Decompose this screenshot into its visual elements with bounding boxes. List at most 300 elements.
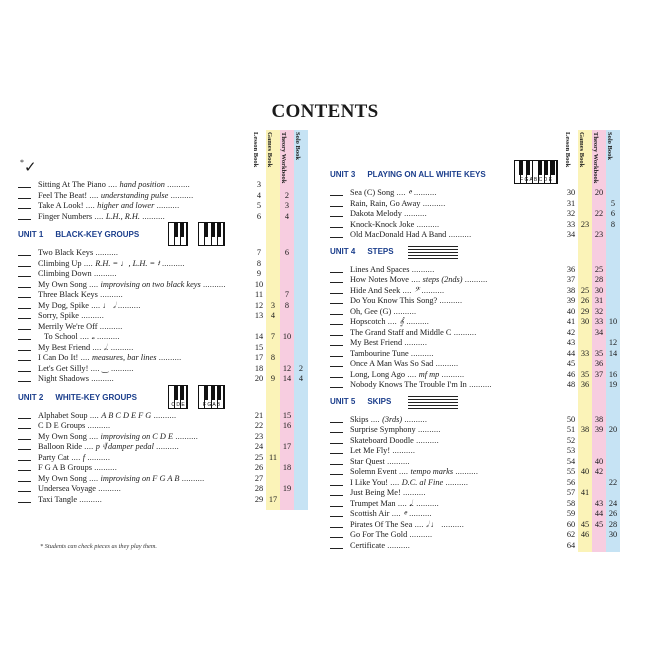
page-number: 21 (254, 410, 264, 420)
piece-title: F G A B Groups .......... (38, 463, 117, 472)
page-number: 2 (284, 190, 290, 200)
checkbox-blank-line[interactable] (330, 335, 343, 336)
column-header-label: Lesson Book (564, 132, 571, 168)
checkbox-blank-line[interactable] (18, 428, 31, 429)
piece-title: My Own Song .... improvising on F G A B .......... (38, 473, 205, 483)
piece-note: L.H., R.H. (105, 211, 140, 221)
piece-note: 𝅗𝅥. (103, 342, 109, 352)
contents-row[interactable] (330, 230, 620, 240)
page-number: 57 (566, 488, 576, 497)
contents-row[interactable] (18, 374, 308, 384)
checkbox-blank-line[interactable] (18, 255, 31, 256)
checkbox-blank-line[interactable] (330, 237, 343, 238)
page-number: 26 (608, 509, 618, 518)
contents-row[interactable] (18, 421, 308, 431)
contents-row[interactable] (18, 248, 308, 258)
page-number: 25 (580, 285, 590, 295)
steps-staff-icon (408, 246, 458, 258)
checkbox-blank-line[interactable] (18, 350, 31, 351)
page-number: 8 (270, 353, 276, 362)
leader-dots: .......... (437, 296, 463, 305)
page-number: 20 (608, 425, 618, 434)
page-number: 28 (594, 275, 604, 284)
leader-dots: .......... (439, 369, 465, 379)
checkbox-blank-line[interactable] (18, 502, 31, 503)
page-number: 28 (608, 519, 618, 529)
page-number: 5 (610, 198, 616, 208)
contents-row[interactable] (18, 432, 308, 442)
page-number: 42 (594, 467, 604, 476)
contents-row[interactable] (18, 453, 308, 463)
contents-row[interactable] (330, 286, 620, 296)
column-header-label: Theory Workbook (280, 132, 287, 184)
leader-dots: .... (388, 477, 402, 487)
piece-note: 𝄴 (403, 509, 407, 518)
page-number: 17 (282, 442, 292, 451)
checkbox-blank-line[interactable] (18, 371, 31, 372)
leader-dots: .......... (156, 353, 182, 362)
unit-title: WHITE-KEY GROUPS (55, 392, 137, 402)
checkbox-blank-line[interactable] (330, 527, 343, 528)
checkbox-blank-line[interactable] (18, 449, 31, 450)
checkbox-blank-line[interactable] (330, 537, 343, 538)
piece-title: Star Quest .......... (350, 456, 410, 466)
leader-dots: .......... (415, 425, 441, 434)
checkbox-blank-line[interactable] (330, 422, 343, 423)
leader-dots: .... (88, 300, 103, 310)
contents-row[interactable] (18, 463, 308, 473)
leader-dots: .... (409, 275, 423, 284)
footnote: * Students can check pieces as they play them. (40, 543, 157, 550)
piece-title: Let's Get Silly! .... ‿ .......... (38, 363, 134, 373)
leader-dots: .... (396, 467, 411, 476)
leader-dots: .......... (438, 519, 464, 529)
piece-title: Knock-Knock Joke .......... (350, 219, 440, 229)
black-key (217, 386, 221, 400)
piece-note: ♩ 𝅗𝅥 (102, 300, 116, 310)
unit-label: UNIT 3 (330, 170, 356, 179)
leader-dots: .... (86, 279, 101, 289)
checkbox-blank-line[interactable] (18, 287, 31, 288)
piece-title: Solemn Event .... tempo marks .......... (350, 467, 479, 476)
page-number: 24 (608, 498, 618, 508)
page-number: 32 (566, 209, 576, 218)
page-number: 10 (254, 279, 264, 289)
leader-dots: .......... (402, 338, 428, 347)
page-number: 45 (566, 359, 576, 368)
checkbox-blank-line[interactable] (330, 324, 343, 325)
contents-row[interactable] (18, 280, 308, 290)
page-number: 44 (594, 509, 604, 518)
page-number: 46 (566, 369, 576, 379)
page-number: 22 (254, 421, 264, 430)
leader-dots: .......... (391, 306, 417, 316)
contents-row[interactable] (330, 530, 620, 540)
leader-dots: .......... (164, 180, 190, 189)
contents-row[interactable] (330, 520, 620, 530)
contents-row[interactable] (330, 436, 620, 446)
page-number: 51 (566, 425, 576, 434)
leader-dots: .......... (94, 332, 120, 341)
unit-label: UNIT 4 (330, 246, 356, 256)
leader-dots: .... (78, 353, 92, 362)
piece-title: I Can Do It! .... measures, bar lines .......... (38, 353, 182, 362)
leader-dots: .......... (462, 275, 488, 284)
leader-dots: .......... (414, 219, 440, 229)
page-number: 46 (580, 530, 590, 539)
black-key (174, 386, 178, 400)
checkbox-blank-line[interactable] (330, 314, 343, 315)
leader-dots: .......... (404, 317, 430, 326)
checkbox-blank-line[interactable] (330, 282, 343, 283)
contents-row[interactable] (18, 322, 308, 332)
page-number: 29 (254, 494, 264, 504)
contents-row[interactable] (18, 495, 308, 505)
piece-note: understanding pulse (100, 190, 169, 200)
checkbox-blank-line[interactable] (330, 303, 343, 304)
leader-dots: .... (92, 211, 106, 221)
checkbox-blank-line[interactable] (330, 387, 343, 388)
unit-title: SKIPS (367, 396, 392, 406)
page-number: 22 (608, 477, 618, 487)
checkbox-blank-line[interactable] (18, 318, 31, 319)
checkbox-blank-line[interactable] (330, 227, 343, 228)
contents-row[interactable] (18, 201, 308, 211)
leader-dots: .... (385, 317, 400, 326)
piece-title: Go For The Gold .......... (350, 530, 433, 539)
checkbox-blank-line[interactable] (18, 208, 31, 209)
contents-row[interactable] (18, 343, 308, 353)
piece-title: To School .... 𝅝 .......... (44, 332, 120, 341)
contents-row[interactable] (330, 209, 620, 219)
black-key (211, 386, 215, 400)
page-number: 37 (594, 369, 604, 379)
leader-dots: .... (368, 414, 383, 424)
piece-note: improvising on two black keys (100, 279, 201, 289)
page-number: 22 (594, 209, 604, 218)
contents-row[interactable] (330, 317, 620, 327)
contents-row[interactable] (18, 311, 308, 321)
contents-row[interactable] (330, 509, 620, 519)
checkbox-blank-line[interactable] (330, 195, 343, 196)
contents-row[interactable] (330, 415, 620, 425)
page-number: 8 (256, 258, 262, 268)
leader-dots: .... (86, 473, 101, 483)
contents-row[interactable] (18, 301, 308, 311)
contents-row[interactable] (18, 212, 308, 222)
contents-row[interactable] (330, 199, 620, 209)
leader-dots: .......... (108, 342, 134, 352)
contents-row[interactable] (330, 275, 620, 285)
piece-title: Alphabet Soup .... A B C D E F G .......... (38, 410, 177, 420)
contents-row[interactable] (330, 380, 620, 390)
contents-row[interactable] (18, 180, 308, 190)
checkbox-blank-line[interactable] (330, 377, 343, 378)
checkbox-blank-line[interactable] (330, 443, 343, 444)
leader-dots: .......... (451, 327, 477, 337)
contents-row[interactable] (330, 307, 620, 317)
leader-dots: .... (395, 498, 410, 508)
piece-title: Lines And Spaces .......... (350, 264, 435, 274)
page-number: 4 (256, 190, 262, 200)
page-number: 23 (594, 230, 604, 239)
contents-row[interactable] (18, 442, 308, 452)
contents-row[interactable] (330, 499, 620, 509)
checkbox-blank-line[interactable] (330, 485, 343, 486)
column-header (294, 130, 308, 174)
checkbox-blank-line[interactable] (18, 339, 31, 340)
contents-row[interactable] (18, 411, 308, 421)
piece-title: Climbing Down .......... (38, 269, 117, 278)
contents-row[interactable] (330, 349, 620, 359)
checkbox-blank-line[interactable] (18, 308, 31, 309)
page-number: 37 (566, 275, 576, 284)
page-number: 36 (594, 359, 604, 368)
contents-row[interactable] (330, 446, 620, 456)
page-number: 34 (594, 327, 604, 337)
page-number: 12 (282, 363, 292, 373)
contents-row[interactable] (330, 220, 620, 230)
page-number: 38 (594, 414, 604, 424)
contents-row[interactable] (18, 269, 308, 279)
leader-dots: .... (105, 180, 120, 189)
leader-dots: .... (389, 509, 404, 518)
checkbox-blank-line[interactable] (330, 495, 343, 496)
piece-title: The Grand Staff and Middle C .......... (350, 327, 477, 337)
checkbox-blank-line[interactable] (18, 266, 31, 267)
leader-dots: .......... (85, 421, 111, 430)
checkbox-blank-line[interactable] (330, 453, 343, 454)
cde-keyboard (168, 385, 188, 409)
leader-dots: .......... (420, 198, 446, 208)
contents-row[interactable] (330, 370, 620, 380)
piece-title: Three Black Keys .......... (38, 290, 123, 299)
page-number: 30 (566, 188, 576, 197)
checkbox-blank-line[interactable] (18, 418, 31, 419)
piece-title: Tambourine Tune .......... (350, 348, 434, 358)
piece-note: 𝅗𝅥 ♩ (425, 519, 439, 529)
page-number: 12 (608, 338, 618, 347)
black-key (211, 223, 215, 237)
piece-title: My Dog, Spike .... ♩ 𝅗𝅥 .......... (38, 300, 141, 310)
checkbox-blank-line[interactable] (330, 366, 343, 367)
page-number: 23 (254, 431, 264, 441)
page-number: 3 (270, 300, 276, 310)
leader-dots: .... (83, 201, 98, 210)
piece-title: Balloon Ride .... p 𝄇 damper pedal .......... (38, 442, 179, 451)
checkbox-blank-line[interactable] (330, 506, 343, 507)
checkbox-blank-line[interactable] (330, 516, 343, 517)
leader-dots: .......... (407, 530, 433, 539)
checkbox-blank-line[interactable] (18, 329, 31, 330)
page-number: 18 (254, 363, 264, 373)
leader-dots: .... (86, 431, 101, 441)
piece-title: Undersea Voyage .......... (38, 484, 122, 493)
checkbox-blank-line[interactable] (18, 439, 31, 440)
page-number: 15 (282, 410, 292, 420)
black-key (551, 161, 555, 175)
leader-dots: .......... (390, 446, 416, 455)
page-number: 64 (566, 540, 576, 550)
checkbox-blank-line[interactable] (330, 464, 343, 465)
page-number: 14 (282, 374, 292, 383)
checkbox-blank-line[interactable] (330, 356, 343, 357)
checkbox-blank-line[interactable] (18, 470, 31, 471)
contents-row[interactable] (330, 488, 620, 498)
piece-title: How Notes Move .... steps (2nds) .......... (350, 275, 488, 284)
unit-title: BLACK-KEY GROUPS (55, 230, 140, 239)
page-number: 20 (594, 188, 604, 197)
piece-title: Let Me Fly! .......... (350, 446, 416, 455)
checkbox-blank-line[interactable] (18, 381, 31, 382)
leader-dots: .......... (409, 264, 435, 274)
unit-heading (330, 395, 391, 409)
checkbox-blank-line[interactable] (330, 432, 343, 433)
piece-title: My Own Song .... improvising on two black keys .......... (38, 279, 226, 289)
contents-row[interactable] (18, 474, 308, 484)
leader-dots: .......... (400, 488, 426, 497)
page-number: 10 (282, 332, 292, 341)
leader-dots: .......... (413, 435, 439, 445)
piece-note: 𝅝 (91, 332, 95, 341)
checkbox-blank-line[interactable] (18, 276, 31, 277)
checkbox-blank-line[interactable] (330, 345, 343, 346)
leader-dots: .......... (406, 509, 432, 518)
column-header-label: Solo Book (294, 132, 301, 160)
page-number: 3 (284, 201, 290, 210)
piece-note: tempo marks (410, 467, 454, 476)
piece-title: Feel The Beat! .... understanding pulse .......... (38, 190, 194, 200)
page-number: 35 (580, 369, 590, 379)
checkbox-blank-line[interactable] (18, 460, 31, 461)
contents-row[interactable] (330, 359, 620, 369)
checkbox-blank-line[interactable] (330, 206, 343, 207)
contents-row[interactable] (330, 328, 620, 338)
piece-note: D.C. al Fine (401, 477, 444, 487)
page-number: 8 (610, 219, 616, 229)
checkbox-blank-line[interactable] (18, 360, 31, 361)
contents-row[interactable] (18, 191, 308, 201)
contents-row[interactable] (18, 259, 308, 269)
piece-title: Sitting At The Piano .... hand position .......... (38, 180, 190, 189)
checkbox-blank-line[interactable] (18, 198, 31, 199)
piece-note: hand position (119, 180, 165, 189)
piece-note: (3rds) (382, 414, 403, 424)
contents-row[interactable] (330, 425, 620, 435)
contents-row[interactable] (330, 467, 620, 477)
leader-dots: .... (81, 258, 96, 268)
contents-row[interactable] (330, 296, 620, 306)
unit-heading (18, 391, 137, 405)
black-key (217, 223, 221, 237)
leader-dots: .......... (168, 190, 194, 200)
page-number: 6 (284, 248, 290, 257)
column-header (252, 130, 266, 174)
black-key (180, 223, 184, 237)
page-title: CONTENTS (271, 101, 379, 122)
piece-title: Party Cat .... f .......... (38, 452, 111, 462)
leader-dots: .......... (77, 494, 103, 504)
contents-row[interactable] (18, 290, 308, 300)
page-number: 7 (284, 290, 290, 299)
leader-dots: .......... (88, 374, 114, 383)
black-key (538, 161, 542, 175)
leader-dots: .......... (153, 442, 179, 451)
column-header-label: Solo Book (606, 132, 613, 160)
page-number: 34 (566, 230, 576, 239)
checkbox-blank-line[interactable] (330, 216, 343, 217)
black-key (526, 161, 530, 175)
piece-note: 𝄞 (399, 317, 405, 326)
piece-title: My Own Song .... improvising on C D E .......... (38, 431, 199, 441)
contents-row[interactable] (330, 265, 620, 275)
page-number: 24 (254, 442, 264, 451)
page-number: 62 (566, 530, 576, 539)
checkbox-blank-line[interactable] (330, 474, 343, 475)
piece-note: p 𝄇 damper pedal (95, 442, 154, 451)
leader-dots: .......... (411, 188, 437, 197)
leader-dots: .... (400, 285, 414, 295)
piece-title: Dakota Melody .......... (350, 209, 427, 218)
checkbox-blank-line[interactable] (330, 293, 343, 294)
page-number: 4 (270, 311, 276, 320)
page-number: 38 (580, 425, 590, 434)
contents-row[interactable] (330, 478, 620, 488)
leader-dots: .......... (173, 431, 199, 441)
leader-dots: .......... (453, 467, 479, 476)
checkbox-blank-line[interactable] (330, 272, 343, 273)
piece-title: Surprise Symphony .......... (350, 425, 441, 434)
checkbox-blank-line[interactable] (18, 219, 31, 220)
leader-dots: .... (87, 190, 101, 200)
keyboard-label: F G A B C D E (520, 177, 552, 183)
leader-dots: .......... (401, 209, 427, 218)
piece-title: Rain, Rain, Go Away .......... (350, 198, 446, 208)
leader-dots: .......... (91, 269, 117, 278)
piece-title: Long, Long Ago .... mf mp .......... (350, 369, 465, 379)
checkbox-blank-line[interactable] (18, 481, 31, 482)
contents-row[interactable] (330, 188, 620, 198)
checkbox-blank-line[interactable] (18, 491, 31, 492)
contents-row[interactable] (18, 353, 308, 363)
contents-row[interactable] (18, 484, 308, 494)
piece-title: Skateboard Doodle .......... (350, 435, 439, 445)
contents-row[interactable] (330, 338, 620, 348)
contents-row[interactable] (330, 541, 620, 551)
leader-dots: .... (88, 363, 103, 373)
page-number: 4 (298, 374, 304, 383)
column-header (564, 130, 578, 174)
contents-row[interactable] (18, 332, 308, 342)
contents-row[interactable] (330, 457, 620, 467)
black-key (519, 161, 523, 175)
page-number: 41 (566, 317, 576, 326)
checkbox-blank-line[interactable] (18, 187, 31, 188)
leader-dots: .......... (446, 230, 472, 239)
column-header (592, 130, 606, 184)
column-header-label: Games Book (266, 132, 273, 168)
checkbox-blank-line[interactable] (330, 548, 343, 549)
contents-row[interactable] (18, 364, 308, 374)
page-number: 17 (268, 494, 278, 504)
piece-title: Sea (C) Song .... 𝄴 .......... (350, 188, 437, 197)
page-number: 9 (256, 269, 262, 278)
leader-dots: .... (77, 332, 92, 341)
leader-dots: .... (405, 369, 419, 379)
checkbox-blank-line[interactable] (18, 297, 31, 298)
piece-title: Take A Look! .... higher and lower .......... (38, 201, 180, 210)
piece-title: Finger Numbers .... L.H., R.H. .......... (38, 211, 165, 221)
